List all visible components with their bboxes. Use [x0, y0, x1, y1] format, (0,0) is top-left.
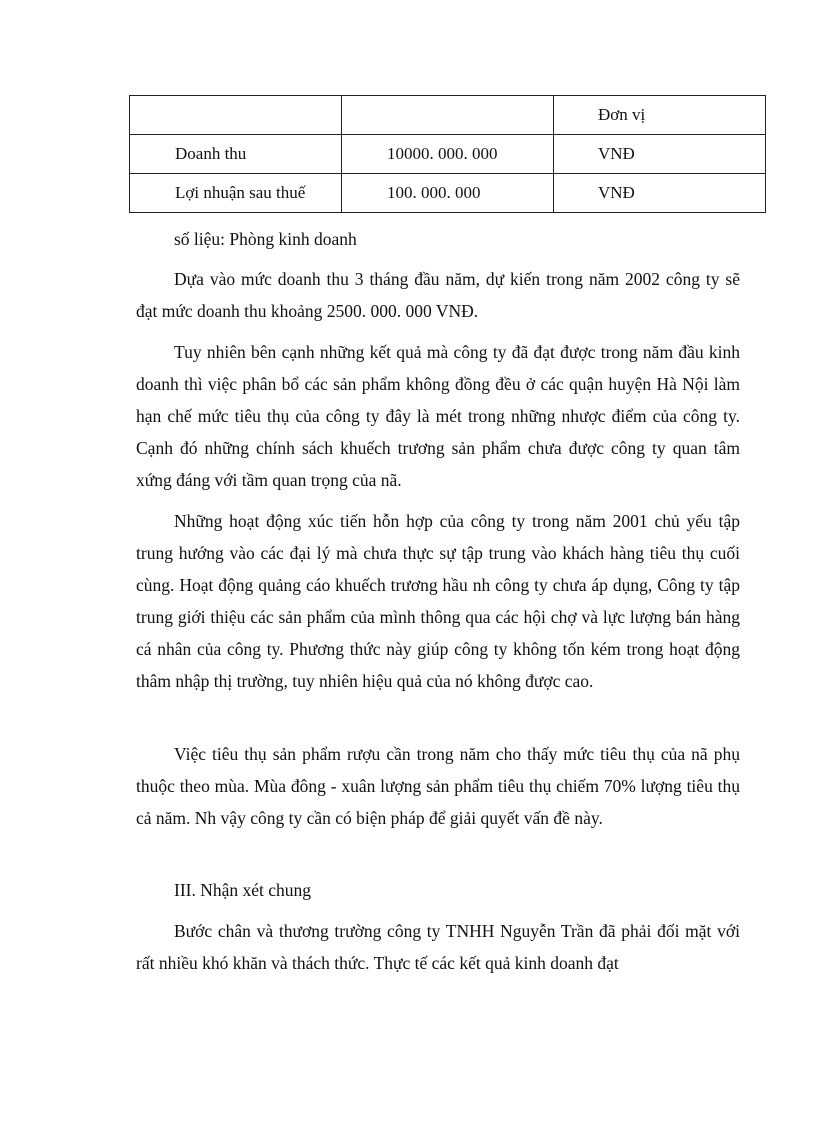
- table-header-cell: [130, 96, 342, 135]
- table-row: [130, 174, 766, 213]
- table-row: [130, 135, 766, 174]
- section-heading: III. Nhận xét chung: [174, 880, 312, 900]
- paragraph: Dựa vào mức doanh thu 3 tháng đầu năm, dự kiến trong năm 2002 công ty sẽ đạt mức doanh thu khoảng 2500. 000. 000 VNĐ.: [136, 269, 740, 321]
- paragraph: Bước chân và thương trường công ty TNHH Nguyễn Trần đã phải đối mặt với rất nhiều khó khăn và thách thức. Thực tế các kết quả kinh doanh đạt: [136, 921, 740, 973]
- paragraph: Tuy nhiên bên cạnh những kết quả mà công ty đã đạt được trong năm đầu kinh doanh thì việc phân bổ các sản phẩm không đồng đều ở các quận huyện Hà Nội làm hạn chế mức tiêu thụ của công ty đây là mét trong những nhược điểm của công ty. Cạnh đó những chính sách khuếch trương sản phẩm chưa được công ty quan tâm xứng đáng với tầm quan trọng của nã.: [136, 342, 740, 490]
- table-header-cell: Đơn vị: [554, 96, 766, 135]
- table-header-cell: [342, 96, 554, 135]
- table-cell: Doanh thu: [130, 135, 342, 174]
- paragraph: Việc tiêu thụ sản phẩm rượu cần trong năm cho thấy mức tiêu thụ của nã phụ thuộc theo mùa. Mùa đông - xuân lượng sản phẩm tiêu thụ chiếm 70% lượng tiêu thụ cả năm. Nh vậy công ty cần có biện pháp để giải quyết vấn đề này.: [136, 744, 740, 828]
- source-note: số liệu: Phòng kinh doanh: [174, 229, 357, 249]
- paragraph: Những hoạt động xúc tiến hỗn hợp của công ty trong năm 2001 chủ yếu tập trung hướng vào các đại lý mà chưa thực sự tập trung vào khách hàng tiêu thụ cuối cùng. Hoạt động quảng cáo khuếch trương hầu nh công ty chưa áp dụng, Công ty tập trung giới thiệu các sản phẩm của mình thông qua các hội chợ và lực lượng bán hàng cá nhân của công ty. Phương thức này giúp công ty không tốn kém trong hoạt động thâm nhập thị trường, tuy nhiên hiệu quả của nó không được cao.: [136, 511, 740, 691]
- table-cell: 10000. 000. 000: [342, 135, 554, 174]
- table-cell: 100. 000. 000: [342, 174, 554, 213]
- table-cell: VNĐ: [554, 174, 766, 213]
- table-cell: Lợi nhuận sau thuế: [130, 174, 342, 213]
- table-header-row: [130, 96, 766, 135]
- financial-table: [129, 95, 766, 213]
- table-cell: VNĐ: [554, 135, 766, 174]
